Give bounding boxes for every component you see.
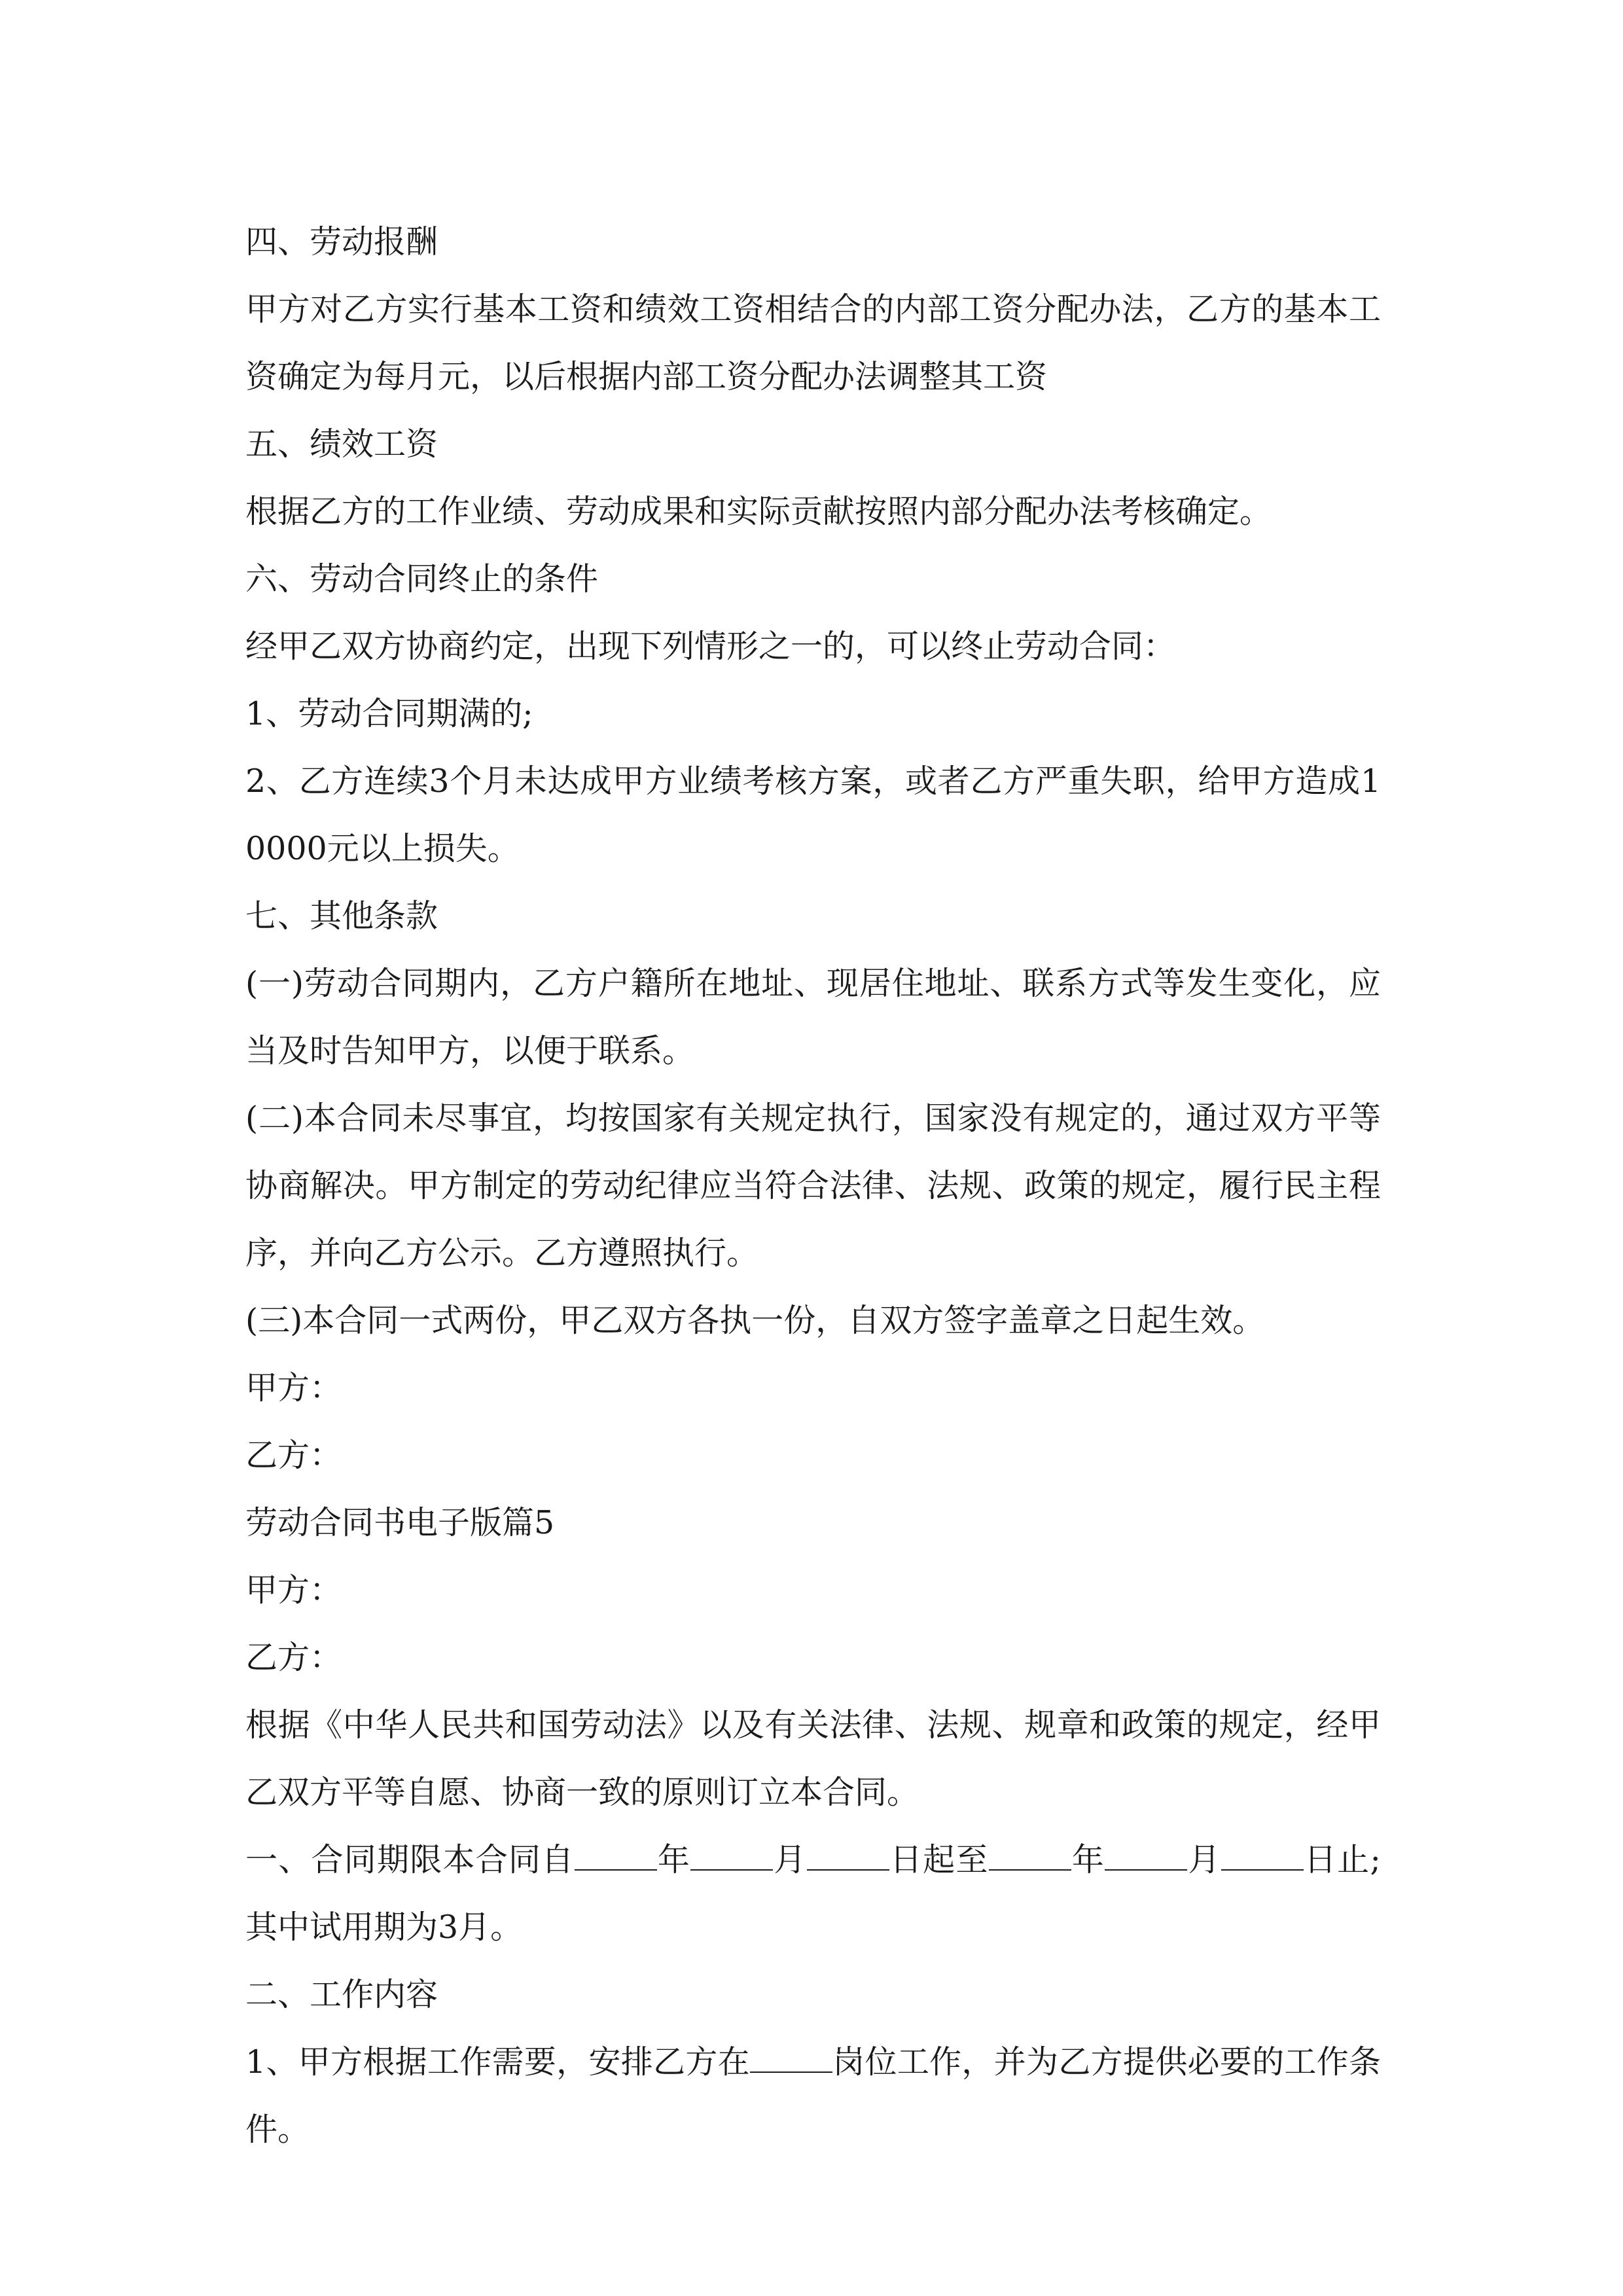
heading-other-terms: 七、其他条款 bbox=[245, 897, 438, 935]
blank-start-month bbox=[690, 1843, 773, 1871]
term-trial-period: 其中试用期为3月。 bbox=[245, 1909, 523, 1946]
clause-contract-term bbox=[245, 1826, 1381, 1961]
job-suffix: 岗位工作，并为乙方提供必要的工作条件。 bbox=[245, 2043, 1381, 2148]
term-month-2: 月 bbox=[1187, 1841, 1221, 1878]
signature-party-b: 乙方： bbox=[245, 1437, 342, 1474]
clause-unresolved-matters: (二)本合同未尽事宜，均按国家有关规定执行，国家没有规定的，通过双方平等协商解决。甲方制定的劳动纪律应当符合法律、法规、政策的规定，履行民主程序，并向乙方公示。乙方遵照执行。 bbox=[245, 1100, 1381, 1272]
clause-job-position bbox=[245, 2028, 1381, 2163]
blank-end-year bbox=[989, 1843, 1071, 1871]
paragraph-salary-method: 甲方对乙方实行基本工资和绩效工资相结合的内部工资分配办法，乙方的基本工资确定为每月元，以后根据内部工资分配办法调整其工资 bbox=[245, 291, 1381, 395]
clause-change-notification: (一)劳动合同期内，乙方户籍所在地址、现居住地址、联系方式等发生变化，应当及时告知甲方，以便于联系。 bbox=[245, 965, 1381, 1069]
paragraph-performance-assessment: 根据乙方的工作业绩、劳动成果和实际贡献按照内部分配办法考核确定。 bbox=[245, 493, 1272, 530]
term-day-2: 日止; bbox=[1303, 1841, 1381, 1878]
blank-position bbox=[750, 2045, 832, 2073]
heading-labor-remuneration: 四、劳动报酬 bbox=[245, 223, 438, 260]
term-month-1: 月 bbox=[773, 1841, 807, 1878]
blank-end-day bbox=[1221, 1843, 1304, 1871]
list-item-contract-expiry: 1、劳动合同期满的; bbox=[245, 695, 533, 732]
heading-performance-pay: 五、绩效工资 bbox=[245, 425, 438, 463]
term-day-1: 日起至 bbox=[889, 1841, 989, 1878]
heading-work-content: 二、工作内容 bbox=[245, 1976, 438, 2013]
document-body bbox=[245, 208, 1381, 2163]
term-year-1: 年 bbox=[656, 1841, 691, 1878]
paragraph-legal-basis: 根据《中华人民共和国劳动法》以及有关法律、法规、规章和政策的规定，经甲乙双方平等自愿、协商一致的原则订立本合同。 bbox=[245, 1706, 1381, 1811]
signature-party-a: 甲方： bbox=[245, 1369, 342, 1407]
clause-copies-effective: (三)本合同一式两份，甲乙双方各执一份，自双方签字盖章之日起生效。 bbox=[245, 1302, 1265, 1339]
party-b-label: 乙方： bbox=[245, 1639, 342, 1676]
heading-termination-conditions: 六、劳动合同终止的条件 bbox=[245, 560, 599, 598]
paragraph-termination-intro: 经甲乙双方协商约定，出现下列情形之一的，可以终止劳动合同： bbox=[245, 628, 1176, 665]
blank-start-year bbox=[575, 1843, 657, 1871]
blank-end-month bbox=[1105, 1843, 1187, 1871]
term-year-2: 年 bbox=[1071, 1841, 1105, 1878]
list-item-performance-failure: 2、乙方连续3个月未达成甲方业绩考核方案，或者乙方严重失职，给甲方造成10000元以上损失。 bbox=[245, 762, 1381, 867]
blank-start-day bbox=[807, 1843, 889, 1871]
section-title-contract-5: 劳动合同书电子版篇5 bbox=[245, 1504, 555, 1541]
term-prefix: 一、合同期限本合同自 bbox=[245, 1841, 575, 1878]
party-a-label: 甲方： bbox=[245, 1571, 342, 1609]
job-prefix: 1、甲方根据工作需要，安排乙方在 bbox=[245, 2043, 750, 2081]
